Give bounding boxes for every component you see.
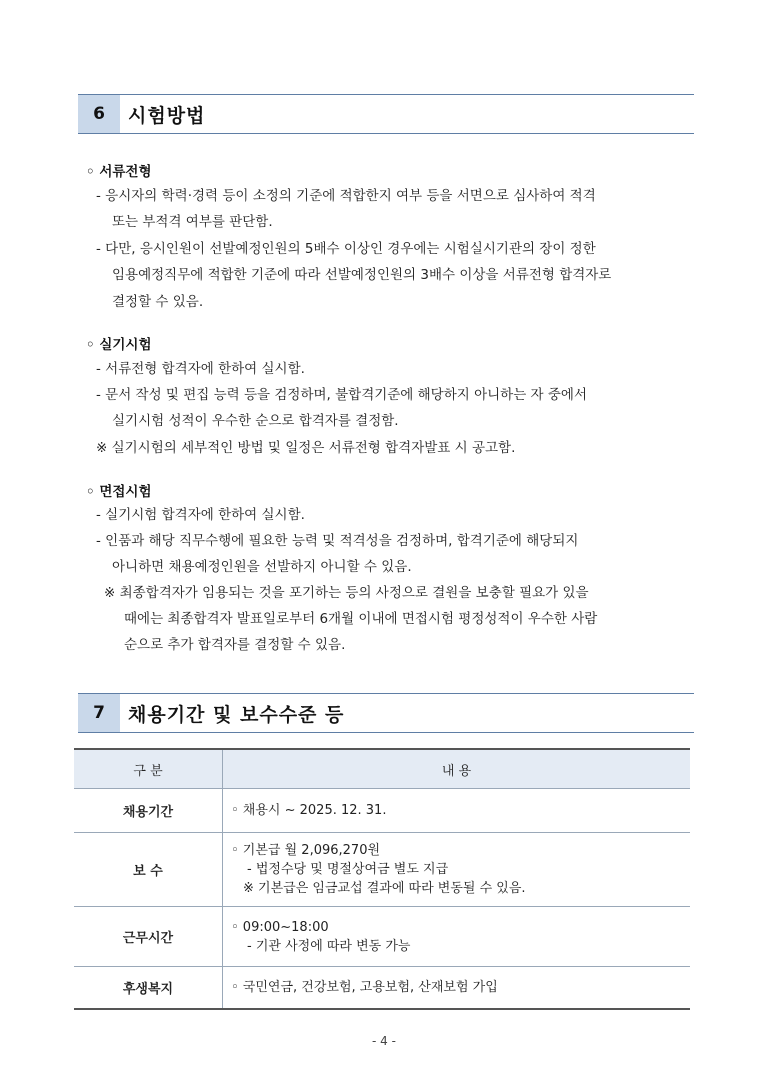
interview-note: ※ 최종합격자가 임용되는 것을 포기하는 등의 사정으로 결원을 보충할 필요가 있을: [104, 585, 589, 601]
row-label: 채용기간: [74, 789, 223, 833]
section-7-header: [78, 693, 694, 733]
practical-line: - 문서 작성 및 편집 능력 등을 검정하며, 불합격기준에 해당하지 아니하는 자 중에서: [96, 387, 588, 403]
interview-line: - 실기시험 합격자에 한하여 실시함.: [96, 507, 305, 523]
section-6-header: [78, 94, 694, 134]
table-row: [74, 907, 690, 967]
section-6-title: 시험방법: [128, 104, 206, 127]
practical-line: - 서류전형 합격자에 한하여 실시함.: [96, 361, 305, 377]
row-content-line: ◦ 09:00~18:00: [231, 919, 329, 935]
doc-screening-line: 결정할 수 있음.: [112, 294, 204, 310]
row-label: 보 수: [74, 833, 223, 907]
table-row: [74, 789, 690, 833]
doc-screening-line: 또는 부적격 여부를 판단함.: [112, 214, 273, 230]
row-content-line: - 법정수당 및 명절상여금 별도 지급: [247, 862, 449, 877]
practical-heading: ◦ 실기시험: [86, 337, 152, 353]
row-content-line: ◦ 국민연금, 건강보험, 고용보험, 산재보험 가입: [231, 979, 498, 995]
practical-line: 실기시험 성적이 우수한 순으로 합격자를 결정함.: [112, 413, 399, 429]
column-header-content: 내 용: [223, 749, 691, 789]
page-number: - 4 -: [372, 1034, 396, 1048]
section-6-number: 6: [78, 95, 120, 133]
section-7-number: 7: [78, 694, 120, 732]
interview-line: 아니하면 채용예정인원을 선발하지 아니할 수 있음.: [112, 559, 412, 575]
section-7-title: 채용기간 및 보수수준 등: [128, 703, 345, 726]
interview-heading: ◦ 면접시험: [86, 484, 152, 500]
interview-line: - 인품과 해당 직무수행에 필요한 능력 및 적격성을 검정하며, 합격기준에 해당되지: [96, 533, 579, 549]
table-row: [74, 967, 690, 1009]
row-label: 후생복지: [74, 967, 223, 1009]
row-content: [223, 967, 691, 1009]
doc-screening-heading: ◦ 서류전형: [86, 164, 152, 180]
row-content-line: ◦ 채용시 ~ 2025. 12. 31.: [231, 803, 387, 818]
row-content: [223, 833, 691, 907]
interview-note-line: 순으로 추가 합격자를 결정할 수 있음.: [124, 637, 346, 653]
row-content-line: ◦ 기본급 월 2,096,270원: [231, 843, 381, 858]
employment-terms-table: [74, 748, 690, 1010]
doc-screening-line: - 다만, 응시인원이 선발예정인원의 5배수 이상인 경우에는 시험실시기관의 장이 정한: [96, 241, 596, 257]
column-header-category: 구 분: [74, 749, 223, 789]
table-row: [74, 833, 690, 907]
row-content-note: ※ 기본급은 임금교섭 결과에 따라 변동될 수 있음.: [243, 881, 526, 896]
doc-screening-line: - 응시자의 학력·경력 등이 소정의 기준에 적합한지 여부 등을 서면으로 심사하여 적격: [96, 188, 596, 204]
practical-note: ※ 실기시험의 세부적인 방법 및 일정은 서류전형 합격자발표 시 공고함.: [96, 440, 516, 456]
row-content: [223, 907, 691, 967]
doc-screening-line: 임용예정직무에 적합한 기준에 따라 선발예정인원의 3배수 이상을 서류전형 합격자로: [112, 267, 612, 283]
row-content-line: - 기관 사정에 따라 변동 가능: [247, 938, 411, 954]
row-content: [223, 789, 691, 833]
interview-note-line: 때에는 최종합격자 발표일로부터 6개월 이내에 면접시험 평정성적이 우수한 사람: [124, 611, 598, 627]
table-header-row: [74, 749, 690, 789]
row-label: 근무시간: [74, 907, 223, 967]
